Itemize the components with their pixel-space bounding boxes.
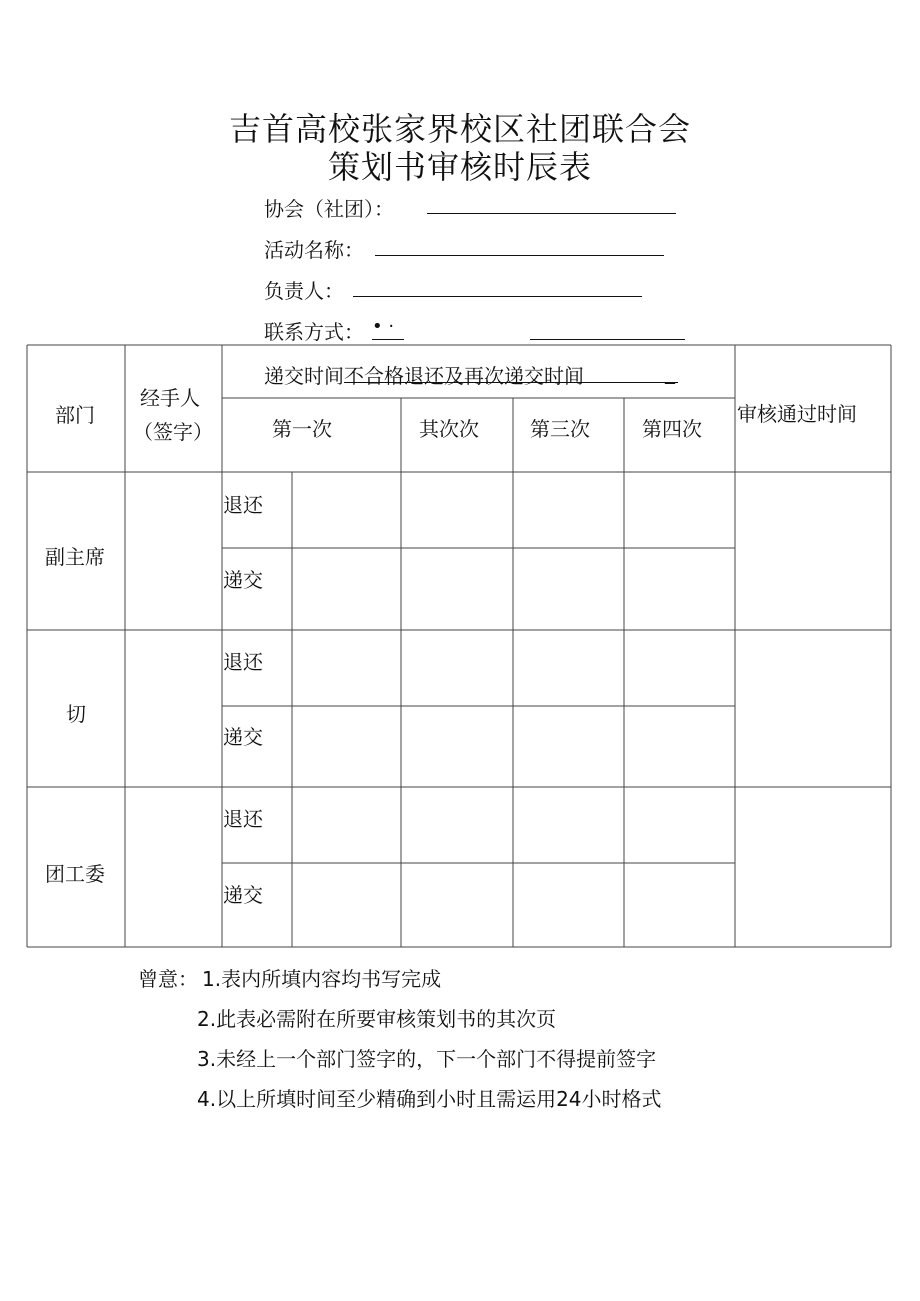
col-dept-header: 部门 bbox=[55, 403, 95, 427]
row-submit-label: 递交 bbox=[223, 725, 263, 749]
col-round-1: 第一次 bbox=[272, 417, 332, 441]
association-label: 协会（社团）： bbox=[264, 197, 394, 221]
contact-marks: • · bbox=[372, 316, 395, 337]
contact-label: 联系方式： bbox=[264, 320, 364, 344]
submit-time-input-line[interactable] bbox=[344, 382, 678, 383]
row-dept-youth-league: 团工委 bbox=[45, 862, 105, 886]
col-handler-header-2: （签字） bbox=[133, 420, 213, 444]
col-approve-header: 审核通过时间 bbox=[737, 402, 857, 426]
col-round-4: 第四次 bbox=[642, 417, 702, 441]
note-item-4: 4.以上所填时间至少精确到小时且需运用24小时格式 bbox=[197, 1087, 662, 1111]
row-return-label: 退还 bbox=[223, 650, 263, 674]
col-round-2: 其次次 bbox=[419, 417, 479, 441]
note-item-1: 1.表内所填内容均书写完成 bbox=[202, 967, 442, 991]
activity-label: 活动名称： bbox=[264, 238, 364, 262]
submit-time-label: 递交时间 bbox=[264, 364, 344, 388]
note-item-2: 2.此表必需附在所要审核策划书的其次页 bbox=[197, 1007, 557, 1031]
row-return-label: 退还 bbox=[223, 493, 263, 517]
col-handler-header-1: 经手人 bbox=[140, 386, 200, 410]
row-dept-vice-chair: 副主席 bbox=[45, 545, 105, 569]
notes-label: 曾意： bbox=[138, 967, 198, 991]
col-round-3: 第三次 bbox=[530, 417, 590, 441]
title-line-2: 策划书审核时辰表 bbox=[327, 148, 592, 186]
leader-label: 负责人： bbox=[264, 279, 344, 303]
col-rework-header: 不合格退还及再次递交时间 bbox=[344, 364, 584, 388]
row-return-label: 退还 bbox=[223, 807, 263, 831]
row-dept-2: 切 bbox=[66, 702, 86, 726]
row-submit-label: 递交 bbox=[223, 883, 263, 907]
title-line-1: 吉首高校张家界校区社团联合会 bbox=[228, 110, 691, 148]
submit-time-trail: _ bbox=[665, 360, 675, 384]
note-item-3: 3.未经上一个部门签字的，下一个部门不得提前签字 bbox=[197, 1047, 657, 1071]
row-submit-label: 递交 bbox=[223, 568, 263, 592]
